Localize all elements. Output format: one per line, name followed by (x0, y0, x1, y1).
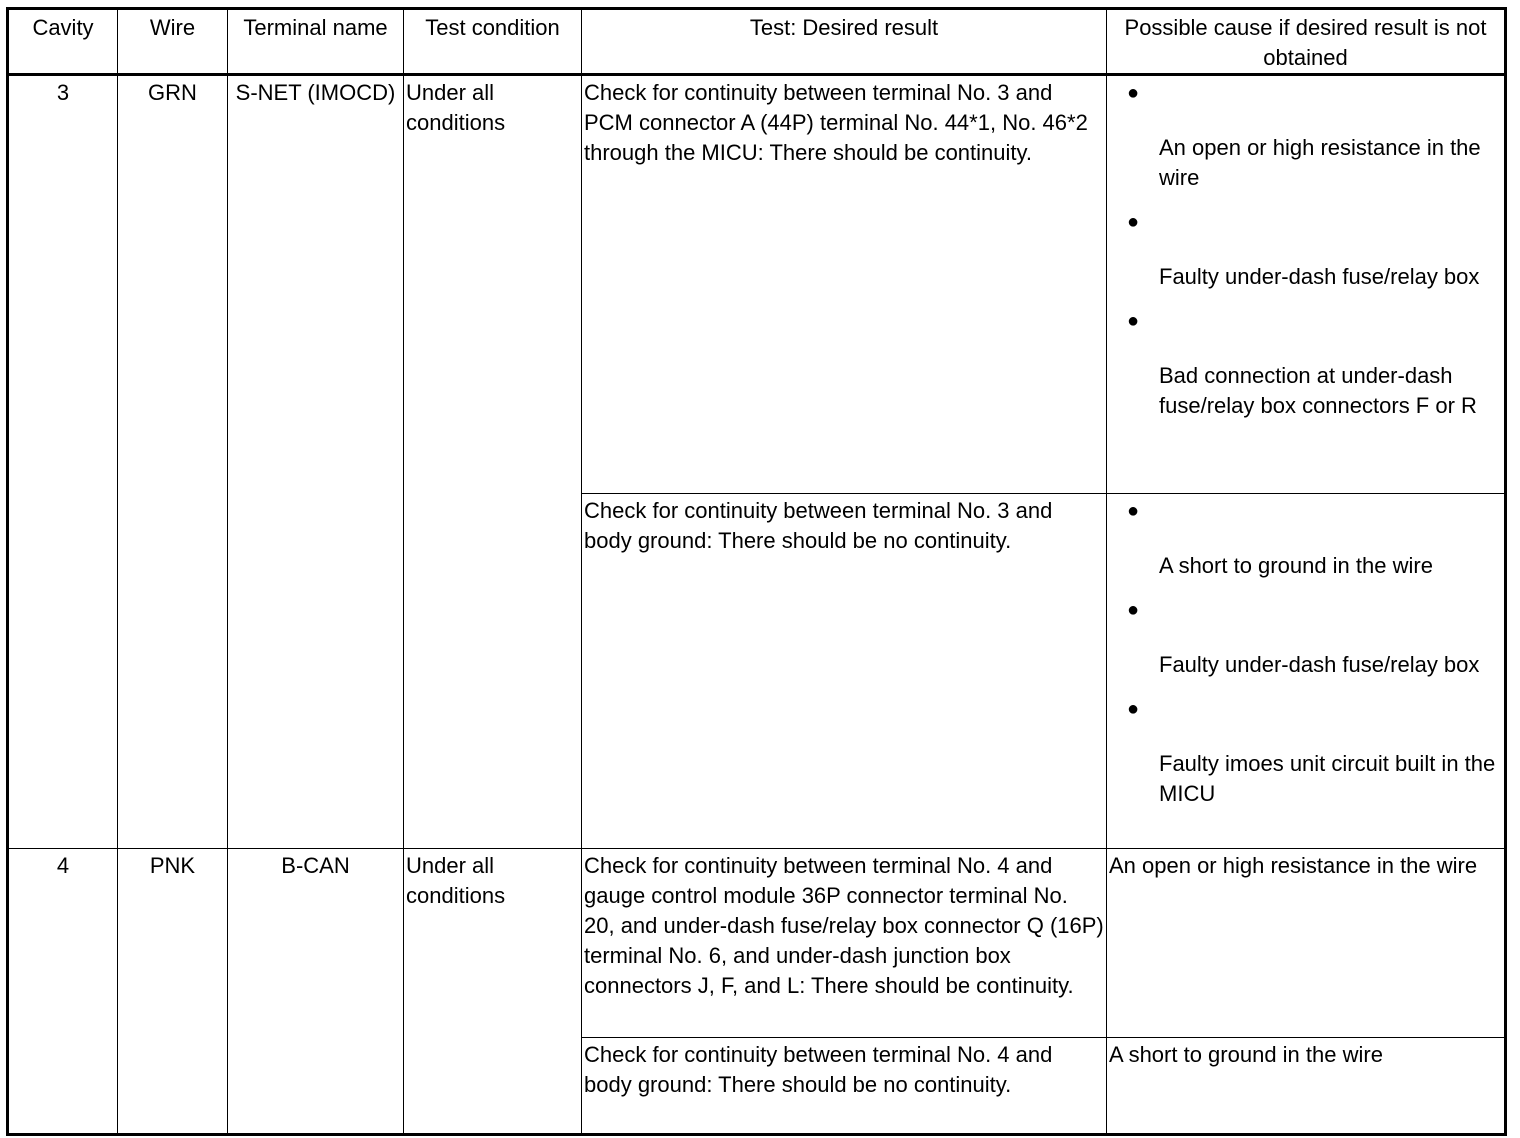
header-possible-cause: Possible cause if desired result is not obtained (1107, 9, 1506, 75)
cause-text: Bad connection at under-dash fuse/relay box connectors F or R (1159, 363, 1477, 418)
cell-desired-result: Check for continuity between terminal No. 3 and body ground: There should be no continuity. (582, 494, 1107, 849)
header-row (8, 9, 1506, 75)
header-cavity: Cavity (8, 9, 118, 75)
cell-cavity: 4 (8, 849, 118, 1135)
table-row-cavity-3-test-1 (8, 75, 1506, 494)
cause-list (1109, 78, 1502, 421)
cell-desired-result: Check for continuity between terminal No. 4 and body ground: There should be no continuity. (582, 1038, 1107, 1135)
cell-cavity: 3 (8, 75, 118, 849)
cause-text: Faulty imoes unit circuit built in the MICU (1159, 751, 1496, 806)
cell-possible-cause (1107, 494, 1506, 849)
cause-text: An open or high resistance in the wire (1159, 135, 1481, 190)
cause-item (1109, 694, 1502, 809)
cell-possible-cause (1107, 75, 1506, 494)
cell-wire: GRN (118, 75, 228, 849)
cause-item (1109, 595, 1502, 680)
bullet-icon: ● (1127, 310, 1140, 332)
cause-list (1109, 496, 1502, 809)
cell-test-condition: Under all conditions (404, 75, 582, 849)
bullet-icon: ● (1127, 82, 1140, 104)
bullet-icon: ● (1127, 599, 1140, 621)
header-desired-result: Test: Desired result (582, 9, 1107, 75)
cell-possible-cause: An open or high resistance in the wire (1107, 849, 1506, 1038)
cause-item (1109, 78, 1502, 193)
cell-possible-cause: A short to ground in the wire (1107, 1038, 1506, 1135)
cause-item (1109, 496, 1502, 581)
document-page (6, 7, 1507, 1136)
cell-terminal-name: B-CAN (228, 849, 404, 1135)
cause-text: Faulty under-dash fuse/relay box (1159, 652, 1480, 677)
cell-test-condition: Under all conditions (404, 849, 582, 1135)
table-row-cavity-4-test-1 (8, 849, 1506, 1038)
cell-desired-result: Check for continuity between terminal No. 4 and gauge control module 36P connector terminal No. 20, and under-dash fuse/relay box connector Q (16P) terminal No. 6, and under-dash junction box connectors J, F, and L: There should be continuity. (582, 849, 1107, 1038)
cause-item (1109, 306, 1502, 421)
connector-test-table (6, 7, 1507, 1136)
cell-wire: PNK (118, 849, 228, 1135)
header-wire: Wire (118, 9, 228, 75)
cell-terminal-name: S-NET (IMOCD) (228, 75, 404, 849)
header-test-condition: Test condition (404, 9, 582, 75)
bullet-icon: ● (1127, 211, 1140, 233)
cell-desired-result: Check for continuity between terminal No. 3 and PCM connector A (44P) terminal No. 44*1, No. 46*2 through the MICU: There should be continuity. (582, 75, 1107, 494)
cause-text: A short to ground in the wire (1159, 553, 1433, 578)
bullet-icon: ● (1127, 698, 1140, 720)
cause-text: Faulty under-dash fuse/relay box (1159, 264, 1480, 289)
bullet-icon: ● (1127, 500, 1140, 522)
header-terminal-name: Terminal name (228, 9, 404, 75)
cause-item (1109, 207, 1502, 292)
